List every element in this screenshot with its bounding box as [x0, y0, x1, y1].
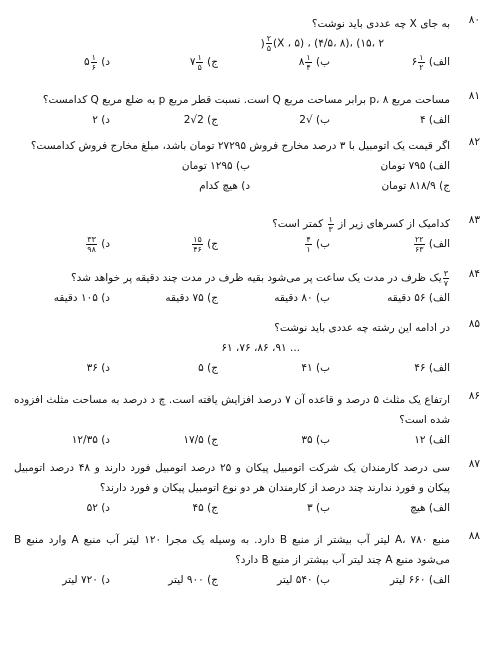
question-text: در ادامه این رشته چه عددی باید نوشت؟: [274, 322, 450, 334]
options-row-2: [14, 176, 480, 196]
option-a[interactable]: الف) $\frac{۲۲}{۶۳}$: [414, 234, 450, 254]
question-number: ۸۵: [468, 318, 480, 330]
number-series: ... ۹۱، ۸۶، ۷۶، ۶۱: [221, 342, 300, 354]
option-c[interactable]: ج) ۵: [198, 362, 218, 374]
question-82: [14, 136, 480, 196]
question-number: ۸۸: [468, 530, 480, 542]
options: [14, 498, 480, 518]
question-85: [14, 318, 480, 378]
question-text: $\frac{۳}{۷}$ یک ظرف در مدت یک ساعت پر می‌شود بقیه ظرف در مدت چند دقیقه پر خواهد شد؟: [71, 268, 448, 288]
question-text: منبع A، ۷۸۰ لیتر آب بیشتر از منبع B دارد. به وسیله یک مجرا ۱۲۰ لیتر آب منبع A وارد منبع B می‌شود منبع A چند لیتر آب بیشتر از منبع B دارد؟: [14, 534, 450, 566]
question-number: ۸۱: [468, 90, 480, 102]
option-d[interactable]: د) ۱۲/۳۵: [71, 434, 110, 446]
option-a[interactable]: الف) ۶۶۰ لیتر: [389, 574, 450, 586]
option-b[interactable]: ب) ۳: [307, 502, 330, 514]
option-a[interactable]: الف) ۶ $\frac{۱}{۲}$: [411, 52, 450, 72]
options: [14, 288, 480, 308]
option-c[interactable]: ج) 2√2: [183, 114, 218, 126]
question-87: [14, 458, 480, 518]
options: [14, 234, 480, 260]
options: [14, 430, 480, 450]
option-b[interactable]: ب) ۳۵: [301, 434, 330, 446]
option-c[interactable]: ج) ۷ $\frac{۱}{۵}$: [189, 52, 218, 72]
question-text: اگر قیمت یک اتومبیل با ۳ درصد مخارج فروش ۲۷۲۹۵ تومان باشد، مبلغ مخارج فروش کدامست؟: [30, 140, 450, 152]
option-d[interactable]: د) ۳۶: [86, 362, 110, 374]
option-b[interactable]: ب) ۱۲۹۵ تومان: [181, 160, 250, 172]
option-b[interactable]: ب) ۸۰ دقیقه: [274, 292, 330, 304]
options-row-1: [14, 156, 480, 176]
option-d[interactable]: د) هیچ کدام: [199, 180, 250, 192]
option-d[interactable]: د) $\frac{۳۳}{۹۸}$: [87, 234, 110, 254]
option-d[interactable]: د) ۲: [92, 114, 110, 126]
question-86: [14, 390, 480, 450]
question-text: ارتفاع یک مثلث ۵ درصد و قاعده آن ۷ درصد افزایش یافته است. چ د درصد به مساحت مثلث افزوده شده است؟: [14, 394, 451, 426]
option-d[interactable]: د) ۱۰۵ دقیقه: [53, 292, 110, 304]
question-number: ۸۷: [468, 458, 480, 470]
question-text: کدامیک از کسرهای زیر از $\frac{۱}{۳}$ کمتر است؟: [272, 214, 450, 234]
question-number: ۸۳: [468, 214, 480, 226]
option-b[interactable]: ب) ۸ $\frac{۱}{۴}$: [298, 52, 330, 72]
question-number: ۸۶: [468, 390, 480, 402]
options: [14, 358, 480, 378]
option-d[interactable]: د) ۵۲: [86, 502, 110, 514]
option-a[interactable]: الف) ۱۲: [414, 434, 450, 446]
option-c[interactable]: ج) ۴۵: [192, 502, 218, 514]
question-text: سی درصد کارمندان یک شرکت اتومبیل پیکان و ۲۵ درصد اتومبیل فورد دارند و ۴۸ درصد اتومبیل پیکان و فورد ندارند چند درصد از کارمندان هر دو نوع اتومبیل پیکان و فورد دارند؟: [14, 462, 450, 494]
question-84: [14, 268, 480, 308]
question-number: ۸۴: [468, 268, 480, 280]
question-number: ۸۰: [468, 14, 480, 26]
option-d[interactable]: د) ۷۲۰ لیتر: [62, 574, 110, 586]
options: [14, 570, 480, 590]
option-d[interactable]: د) ۵ $\frac{۱}{۶}$: [83, 52, 110, 72]
option-a[interactable]: الف) ۷۹۵ تومان: [380, 160, 450, 172]
option-c[interactable]: ج) ۹۰۰ لیتر: [168, 574, 218, 586]
option-b[interactable]: ب) ۴۱: [301, 362, 330, 374]
number-series: ) $\frac{۲}{۵}$ (X ، ۵) ، (۴/۵، ۸)، (۱۵، ۲: [260, 34, 384, 53]
options: [14, 52, 480, 76]
question-text: مساحت مربع p، ۸ برابر مساحت مربع Q است. نسبت قطر مربع p به ضلع مربع Q کدامست؟: [42, 94, 450, 106]
option-c[interactable]: ج) ۷۵ دقیقه: [165, 292, 218, 304]
option-a[interactable]: الف) هیچ: [410, 502, 450, 514]
option-a[interactable]: الف) ۵۶ دقیقه: [387, 292, 450, 304]
option-a[interactable]: الف) ۴: [419, 114, 450, 126]
question-text: به جای X چه عددی باید نوشت؟: [311, 18, 450, 30]
question-80: [14, 14, 480, 76]
option-b[interactable]: ب) ۵۴۰ لیتر: [277, 574, 330, 586]
question-81: [14, 90, 480, 130]
option-b[interactable]: ب) √2: [299, 114, 330, 126]
options: [14, 110, 480, 130]
option-c[interactable]: ج) $\frac{۱۵}{۴۶}$: [193, 234, 218, 254]
question-88: [14, 530, 480, 590]
question-number: ۸۲: [468, 136, 480, 148]
option-a[interactable]: الف) ۴۶: [414, 362, 450, 374]
question-83: [14, 214, 480, 260]
option-c[interactable]: ج) ۱۷/۵: [183, 434, 218, 446]
option-c[interactable]: ج) ۸۱۸/۹ تومان: [381, 180, 450, 192]
option-b[interactable]: ب) $\frac{۴}{۱}$: [306, 234, 330, 254]
